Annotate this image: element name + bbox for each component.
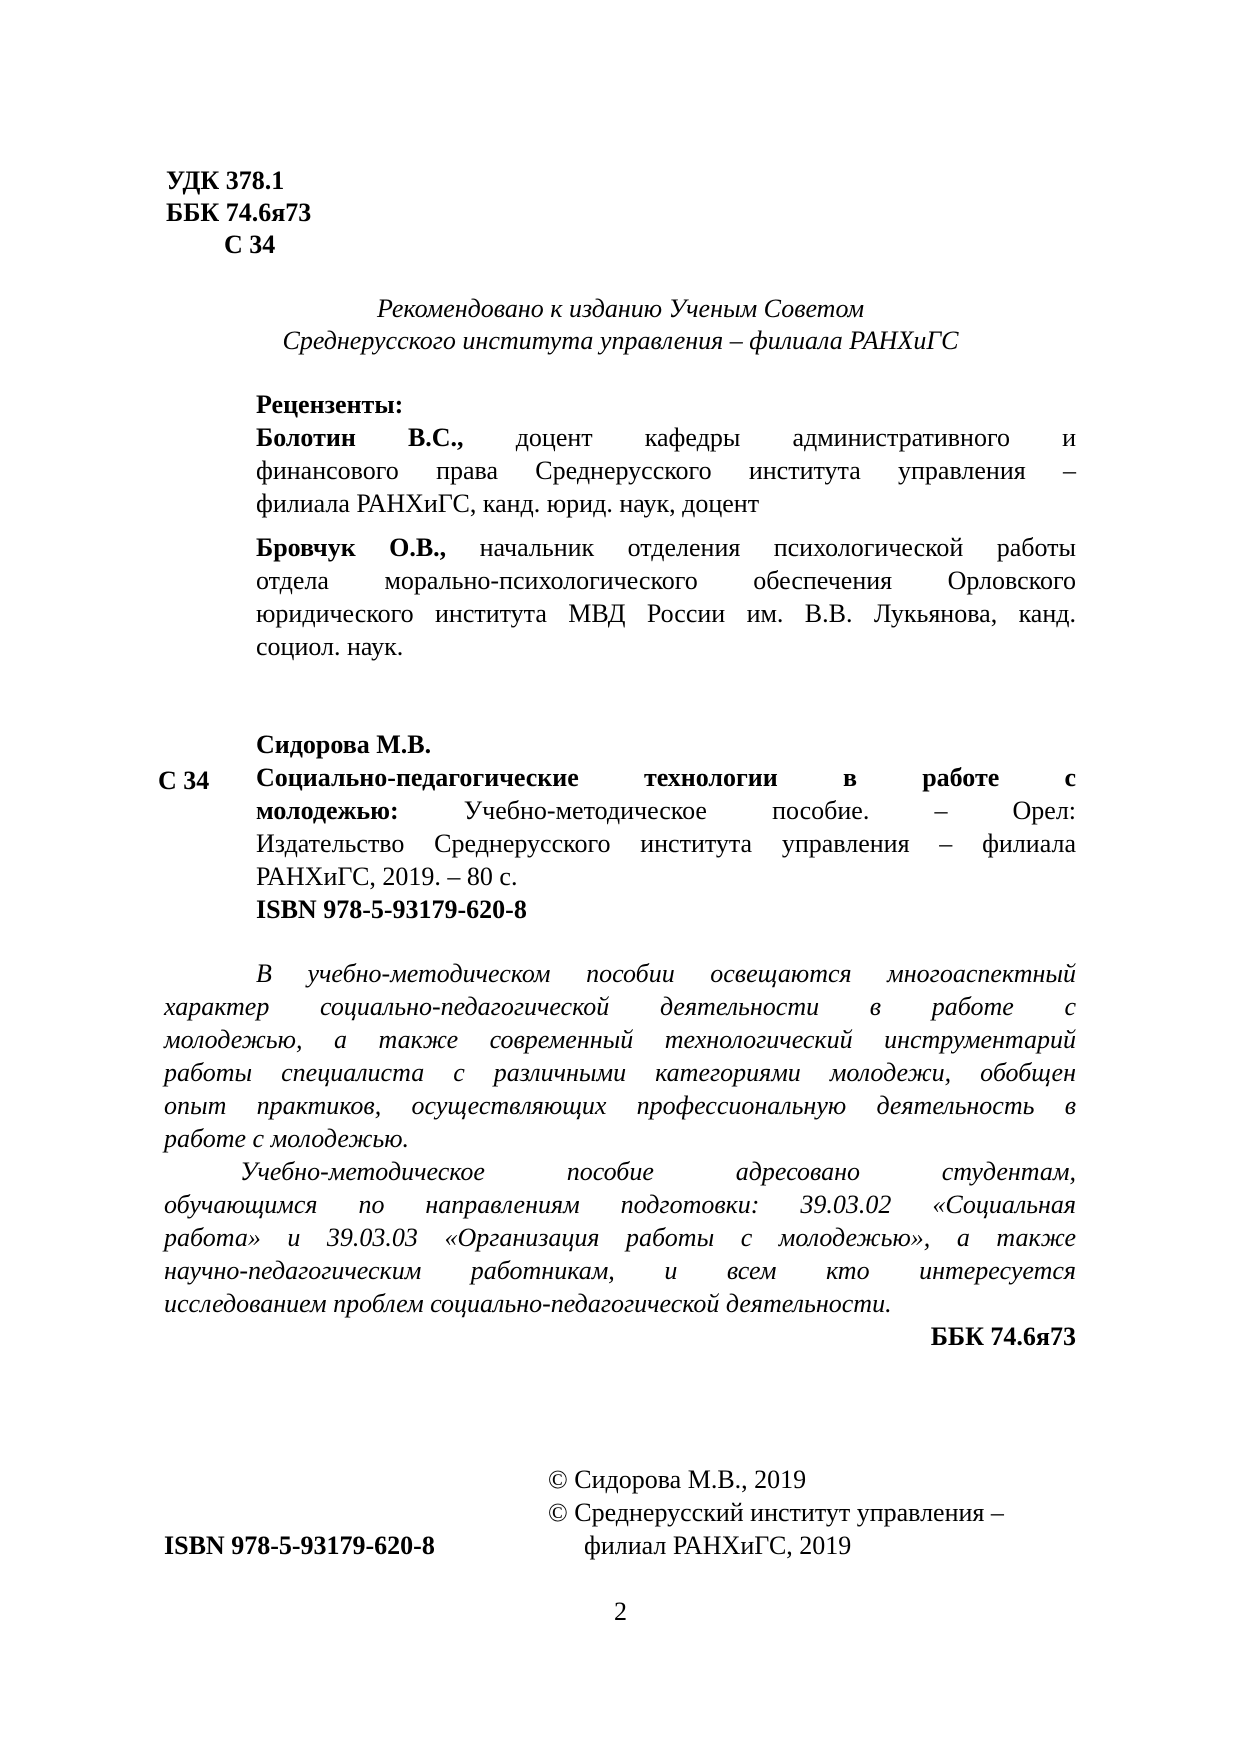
abstract-p1-line-6: работе с молодежью. (164, 1124, 410, 1153)
biblio-author: Сидорова М.В. (256, 730, 432, 759)
abstract-p2-line-1: Учебно-методическое пособие адресовано студентам, (240, 1157, 1076, 1186)
abstract-p1-line-2: характер социально-педагогической деятельности в работе с (164, 992, 1076, 1021)
reviewer-2-line-2: отдела морально-психологического обеспечения Орловского (256, 566, 1076, 595)
author-mark: С 34 (224, 230, 276, 259)
bbk-code: ББК 74.6я73 (166, 198, 312, 227)
page-number: 2 (614, 1597, 627, 1626)
reviewers-heading: Рецензенты: (256, 390, 404, 419)
abstract-p1-line-5: опыт практиков, осуществляющих профессиональную деятельность в (164, 1091, 1076, 1120)
reviewer-2-line-3: юридического института МВД России им. В.В. Лукьянова, канд. (256, 599, 1076, 628)
reviewer-2-name: Бровчук О.В., (256, 533, 447, 562)
abstract-p1-line-3: молодежью, а также современный технологический инструментарий (164, 1025, 1076, 1054)
biblio-line-2: молодежью: Учебно-методическое пособие. – Орел: (256, 796, 1077, 825)
abstract-p1-line-1: В учебно-методическом пособии освещаются многоаспектный (256, 959, 1076, 988)
udk-code: УДК 378.1 (166, 166, 285, 195)
reviewer-1-line-1: Болотин В.С., доцент кафедры административного и (256, 423, 1077, 452)
abstract-p1-line-4: работы специалиста с различными категориями молодежи, обобщен (164, 1058, 1076, 1087)
biblio-isbn: ISBN 978-5-93179-620-8 (256, 895, 527, 924)
reviewer-1-line-3: филиала РАНХиГС, канд. юрид. наук, доцент (256, 489, 760, 518)
copyright-institute-line-1: © Среднерусский институт управления – (548, 1498, 1004, 1527)
biblio-line-4: РАНХиГС, 2019. – 80 с. (256, 862, 518, 891)
biblio-title-end: молодежью: (256, 796, 399, 825)
abstract-p2-line-4: научно-педагогическим работникам, и всем кто интересуется (164, 1256, 1076, 1285)
reviewer-1-line-2: финансового права Среднерусского института управления – (256, 456, 1076, 485)
biblio-line-3: Издательство Среднерусского института управления – филиала (256, 829, 1076, 858)
biblio-title-line-1: Социально-педагогические технологии в работе с (256, 763, 1077, 792)
copyright-author: © Сидорова М.В., 2019 (548, 1465, 807, 1494)
copyright-institute-line-2: филиал РАНХиГС, 2019 (584, 1531, 852, 1560)
abstract-p2-line-3: работа» и 39.03.03 «Организация работы с молодежью», а также (164, 1223, 1076, 1252)
reviewer-1-name: Болотин В.С., (256, 423, 464, 452)
reviewer-2-line-4: социол. наук. (256, 632, 404, 661)
footer-isbn: ISBN 978-5-93179-620-8 (164, 1531, 435, 1560)
abstract-p2-line-2: обучающимся по направлениям подготовки: 39.03.02 «Социальная (164, 1190, 1076, 1219)
recommendation-line-2: Среднерусского института управления – филиала РАНХиГС (282, 326, 959, 355)
recommendation-line-1: Рекомендовано к изданию Ученым Советом (376, 294, 865, 323)
abstract-p2-line-5: исследованием проблем социально-педагогической деятельности. (164, 1289, 892, 1318)
biblio-author-mark: С 34 (158, 766, 210, 795)
abstract-bbk: ББК 74.6я73 (930, 1322, 1076, 1351)
reviewer-2-line-1: Бровчук О.В., начальник отделения психологической работы (256, 533, 1077, 562)
